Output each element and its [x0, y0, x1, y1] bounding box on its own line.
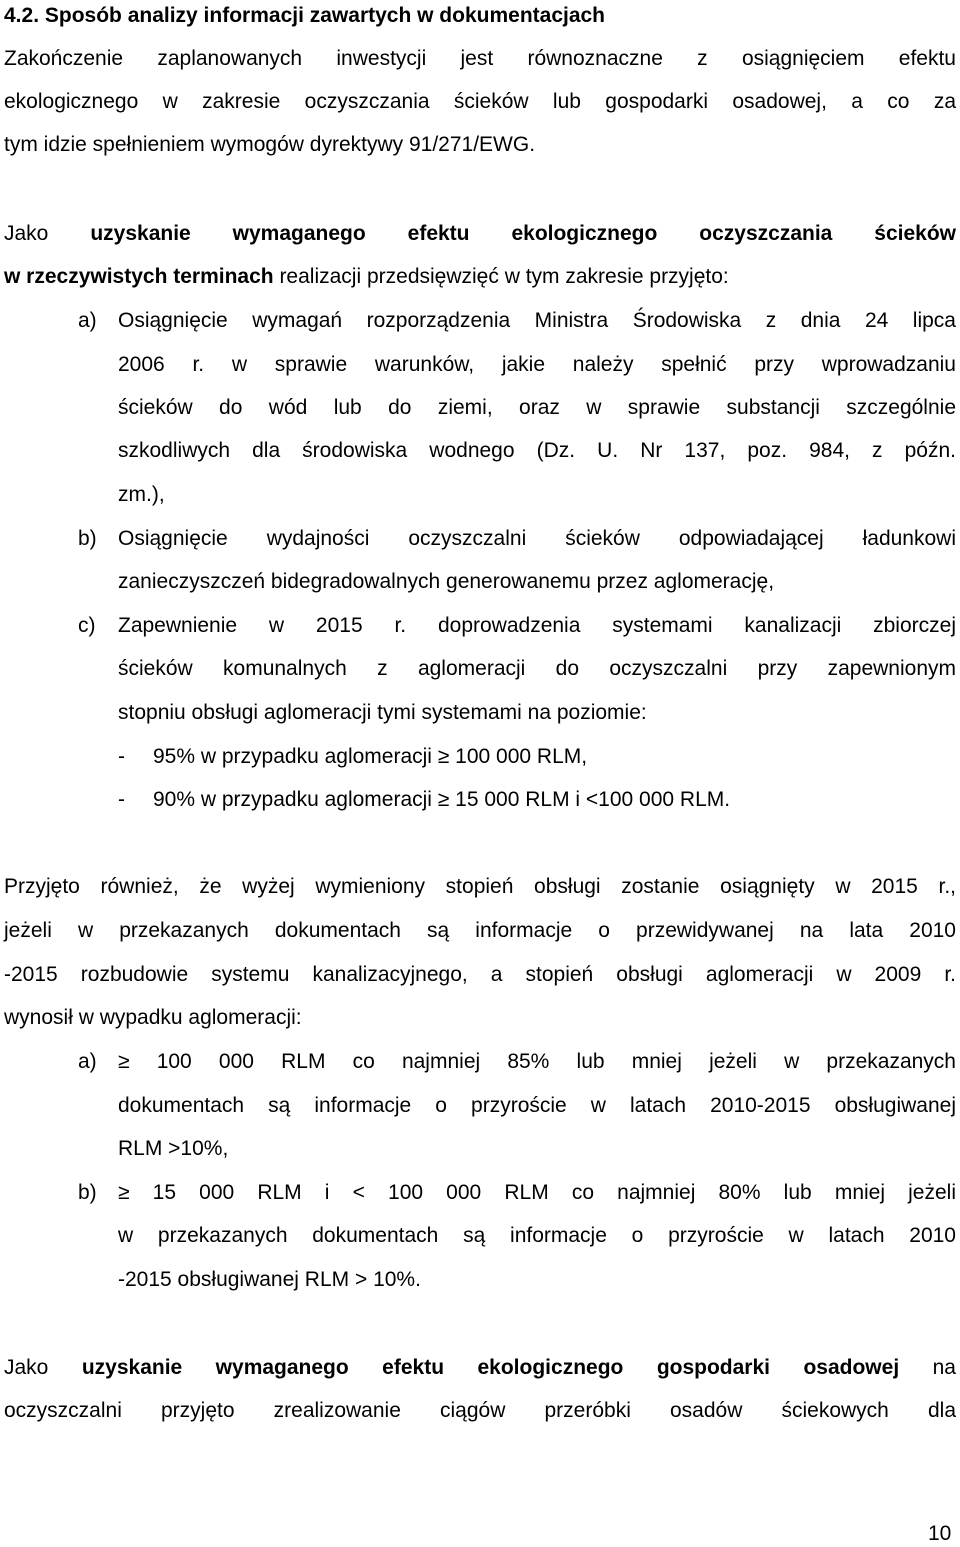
para2-bold-1: uzyskanie wymaganego efektu ekologicznego oczyszczania ścieków — [90, 222, 957, 245]
section-heading: 4.2. Sposób analizy informacji zawartych w dokumentacjach — [4, 4, 606, 27]
list1-a-line3: ścieków do wód lub do ziemi, oraz w sprawie substancji szczególnie — [118, 396, 956, 419]
list2-marker-b: b) — [78, 1181, 97, 1204]
para4-line2: oczyszczalni przyjęto zrealizowanie ciągów przeróbki osadów ściekowych dla — [4, 1399, 956, 1422]
para2-line2 — [4, 265, 729, 289]
list2-a-line1: ≥ 100 000 RLM co najmniej 85% lub mniej jeżeli w przekazanych — [118, 1050, 956, 1073]
para1-line2: ekologicznego w zakresie oczyszczania ścieków lub gospodarki osadowej, a co za — [4, 90, 956, 113]
page-number: 10 — [928, 1522, 952, 1545]
para4-suffix: na — [899, 1356, 956, 1379]
list1-a-line1: Osiągnięcie wymagań rozporządzenia Ministra Środowiska z dnia 24 lipca — [118, 309, 956, 332]
list2-a-line3: RLM >10%, — [118, 1137, 229, 1160]
para2-rest: realizacji przedsięwzięć w tym zakresie przyjęto: — [273, 265, 729, 288]
list2-marker-a: a) — [78, 1050, 97, 1073]
list1-a-line2: 2006 r. w sprawie warunków, jakie należy spełnić przy wprowadzaniu — [118, 353, 956, 376]
para4-bold: uzyskanie wymaganego efektu ekologicznego gospodarki osadowej — [81, 1356, 900, 1379]
list1-b-line2: zanieczyszczeń bidegradowalnych generowanemu przez aglomerację, — [118, 570, 775, 593]
para3-line1: Przyjęto również, że wyżej wymieniony stopień obsługi zostanie osiągnięty w 2015 r., — [4, 875, 956, 898]
para2-line1 — [4, 222, 956, 246]
dash-marker-2: - — [118, 788, 125, 811]
para1-line3: tym idzie spełnieniem wymogów dyrektywy 91/271/EWG. — [4, 133, 536, 156]
dash-marker-1: - — [118, 745, 125, 768]
list1-marker-b: b) — [78, 527, 97, 550]
list2-b-line2: w przekazanych dokumentach są informacje o przyroście w latach 2010 — [118, 1224, 956, 1247]
list1-c-line1: Zapewnienie w 2015 r. doprowadzenia systemami kanalizacji zbiorczej — [118, 614, 956, 637]
list1-marker-a: a) — [78, 309, 97, 332]
list1-a-line5: zm.), — [118, 483, 165, 506]
para1-line1: Zakończenie zaplanowanych inwestycji jest równoznaczne z osiągnięciem efektu — [4, 47, 956, 70]
list2-a-line2: dokumentach są informacje o przyroście w latach 2010-2015 obsługiwanej — [118, 1094, 956, 1117]
list1-b-line1: Osiągnięcie wydajności oczyszczalni ścieków odpowiadającej ładunkowi — [118, 527, 956, 550]
para3-line2: jeżeli w przekazanych dokumentach są informacje o przewidywanej na lata 2010 — [4, 919, 956, 942]
para4-line1 — [4, 1356, 956, 1380]
para3-line4: wynosił w wypadku aglomeracji: — [4, 1006, 302, 1029]
list2-b-line3: -2015 obsługiwanej RLM > 10%. — [118, 1268, 421, 1291]
list1-c-line2: ścieków komunalnych z aglomeracji do oczyszczalni przy zapewnionym — [118, 657, 956, 680]
list1-marker-c: c) — [78, 614, 96, 637]
para3-line3: -2015 rozbudowie systemu kanalizacyjnego, a stopień obsługi aglomeracji w 2009 r. — [4, 963, 956, 986]
dash-item-1: 95% w przypadku aglomeracji ≥ 100 000 RLM, — [153, 745, 588, 768]
para2-prefix: Jako — [4, 222, 91, 245]
para2-bold-2: w rzeczywistych terminach — [4, 265, 274, 288]
list1-c-line3: stopniu obsługi aglomeracji tymi systemami na poziomie: — [118, 701, 647, 724]
para4-prefix: Jako — [4, 1356, 82, 1379]
list2-b-line1: ≥ 15 000 RLM i < 100 000 RLM co najmniej 80% lub mniej jeżeli — [118, 1181, 956, 1204]
dash-item-2: 90% w przypadku aglomeracji ≥ 15 000 RLM i <100 000 RLM. — [153, 788, 731, 811]
list1-a-line4: szkodliwych dla środowiska wodnego (Dz. U. Nr 137, poz. 984, z późn. — [118, 439, 956, 462]
